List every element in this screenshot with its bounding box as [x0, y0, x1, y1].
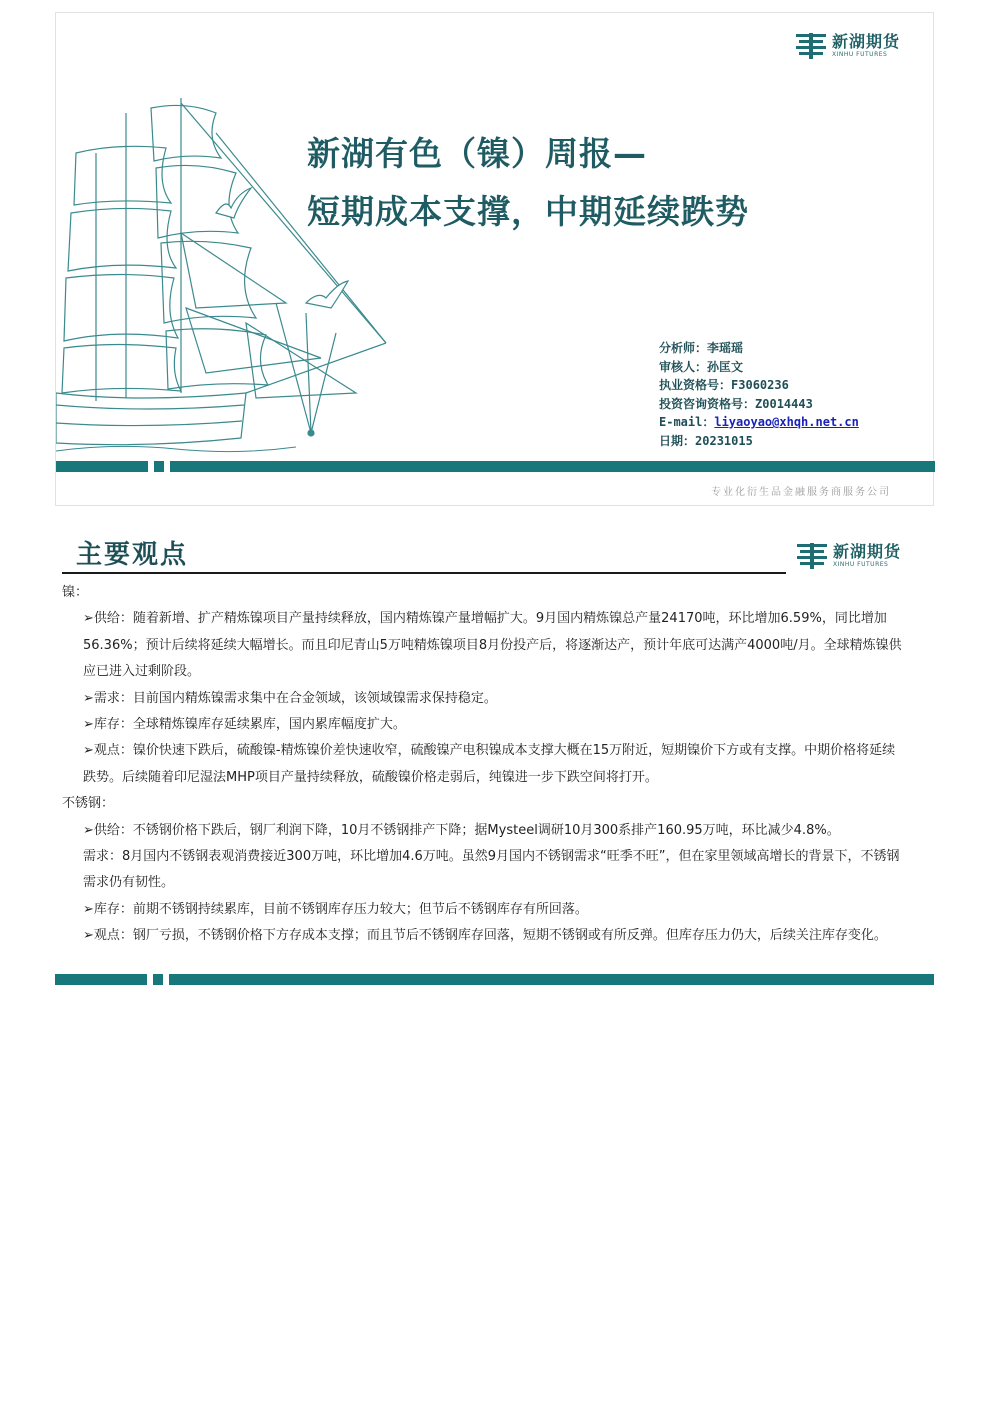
cover-band-right	[170, 461, 935, 472]
meta-analyst: 分析师：李瑶瑶	[659, 341, 744, 355]
report-title-line1: 新湖有色（镍）周报—	[307, 134, 647, 173]
nickel-demand: ➢需求：目前国内精炼镍需求集中在合金领域，该领域镍需求保持稳定。	[83, 690, 497, 706]
nickel-view: ➢观点：镍价快速下跌后，硫酸镍-精炼镍价差快速收窄，硫酸镍产电积镍成本支撑大概在15万附近，短期镍价下方或有支撑。中期价格将延续跌势。后续随着印尼湿法MHP项目产量持续释放，硫酸镍价格走弱后，纯镍进一步下跌空间将打开。	[83, 743, 896, 785]
logo-name-cn: 新湖期货	[832, 32, 901, 51]
stainless-heading: 不锈钢：	[62, 796, 115, 812]
meta-date: 日期：20231015	[659, 433, 753, 448]
stainless-inventory: ➢库存：前期不锈钢持续累库，目前不锈钢库存压力较大；但节后不锈钢库存有所回落。	[83, 901, 588, 917]
logo-mark-icon	[797, 543, 827, 569]
cover-card	[55, 12, 934, 506]
nickel-supply: ➢供给：随着新增、扩产精炼镍项目产量持续释放，国内精炼镍产量增幅扩大。9月国内精炼镍总产量24170吨，环比增加6.59%，同比增加56.36%；预计后续将延续大幅增长。而且印尼青山5万吨精炼镍项目8月份投产后，将逐渐达产，预计年底可达满产4000吨/月。全球精炼镍供应已进入过剩阶段。	[83, 611, 902, 680]
meta-reviewer: 审核人：孙匡文	[659, 359, 744, 374]
logo-name-en: XINHU FUTURES	[833, 561, 889, 568]
stainless-supply: ➢供给：不锈钢价格下跌后，钢厂利润下降，10月不锈钢排产下降；据Mysteel调研10月300系排产160.95万吨，环比减少4.8%。	[83, 822, 840, 838]
stainless-demand: 需求：8月国内不锈钢表观消费接近300万吨，环比增加4.6万吨。虽然9月国内不锈钢需求“旺季不旺”，但在家里领域高增长的背景下，不锈钢需求仍有韧性。	[83, 849, 900, 891]
section-logo	[797, 543, 901, 569]
logo-name-en: XINHU FUTURES	[832, 51, 888, 58]
section-title-rule	[62, 572, 786, 574]
logo-name-cn: 新湖期货	[833, 542, 902, 561]
cover-band-left	[56, 461, 148, 472]
nickel-inventory: ➢库存：全球精炼镍库存延续累库，国内累库幅度扩大。	[83, 717, 406, 733]
meta-license: 执业资格号：F3060236	[659, 378, 789, 392]
stainless-view: ➢观点：钢厂亏损，不锈钢价格下方存成本支撑；而且节后不锈钢库存回落，短期不锈钢或有所反弹。但库存压力仍大，后续关注库存变化。	[83, 928, 887, 944]
footer-band-right	[169, 974, 934, 985]
footer-band-left	[55, 974, 147, 985]
report-meta	[659, 339, 859, 450]
email-link[interactable]: liyaoyao@xhqh.net.cn	[714, 415, 859, 429]
meta-advisory: 投资咨询资格号：Z0014443	[659, 396, 813, 411]
cover-band-mid	[154, 461, 164, 472]
nickel-heading: 镍：	[62, 585, 89, 600]
meta-email: E-mail：liyaoyao@xhqh.net.cn	[659, 415, 859, 429]
logo-mark-icon	[796, 33, 826, 59]
cover-slogan: 专业化衍生品金融服务商服务公司	[711, 487, 891, 498]
footer-band-mid	[153, 974, 163, 985]
main-points-body	[56, 580, 908, 950]
report-title-line2: 短期成本支撑，中期延续跌势	[307, 192, 749, 231]
section-title: 主要观点	[76, 540, 189, 570]
company-logo	[796, 33, 900, 59]
